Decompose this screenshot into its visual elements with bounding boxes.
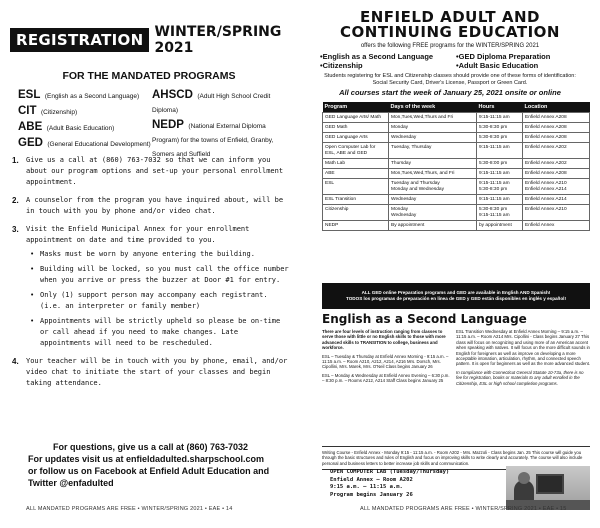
table-cell: Open Computer Lab for ESL, ABE and GED xyxy=(323,143,389,159)
table-body xyxy=(323,113,590,231)
id-requirements: Students registering for ESL and Citizenship classes should provide one of these forms of identification: Social Security Card, Driver's License, Passport or Green Card. xyxy=(324,73,576,86)
step-2: 2. A counselor from the program you have inquired about, will be in touch with you by phone and/or video chat. xyxy=(12,196,284,215)
offer-list xyxy=(320,52,600,70)
col-header: Program xyxy=(323,102,389,113)
bullet-item: • Only (1) support person may accompany each registrant. (i.e. an interpreter or family member) xyxy=(30,290,292,312)
table-cell: Tuesday, Thursday xyxy=(389,143,477,159)
table-row xyxy=(323,221,590,231)
table-cell: Enfield Annex A208 xyxy=(523,169,590,179)
esl-mon-wed: ESL – Monday & Wednesday at Enfield Annex Evening – 6:30 p.m. – 8:30 p.m. – Rooms A212, A214 Staff Class begins January 25 xyxy=(322,372,450,384)
table-cell: Enfield Annex A202 xyxy=(523,143,590,159)
table-cell: Monday xyxy=(389,123,477,133)
table-cell: by appointment xyxy=(477,221,523,231)
table-cell: 9:15-11:15 am xyxy=(477,195,523,205)
table-cell: Enfield Annex A208 xyxy=(523,113,590,123)
esl-intro: There are four levels of instruction ranging from classes to serve those with little or no English skills to those with more advanced skills to TRANSITION to college, business and workforce. xyxy=(322,329,446,351)
bullet-item: • Appointments will be strictly upheld so please be on-time or call ahead if you need to make changes. Late appointments will need to be rescheduled. xyxy=(30,316,292,349)
computer-lab-photo xyxy=(506,466,590,510)
table-cell: Enfield Annex A214 xyxy=(523,195,590,205)
table-cell: Enfield Annex A210 xyxy=(523,205,590,221)
esl-column-right xyxy=(456,329,590,389)
table-cell: GED Language Arts/ Math xyxy=(323,113,389,123)
table-row xyxy=(323,143,590,159)
table-cell: Tuesday and Thursday Monday and Wednesday xyxy=(389,179,477,195)
table-row xyxy=(323,133,590,143)
bullet-item: • Masks must be worn by anyone entering the building. xyxy=(30,249,292,260)
offers-text: offers the following FREE programs for the WINTER/SPRING 2021 xyxy=(360,43,540,49)
col-header: Hours xyxy=(477,102,523,113)
table-cell: ESL Transition xyxy=(323,195,389,205)
program-item: ABE (Adult Basic Education) xyxy=(18,121,115,133)
spanish-banner: ALL GED online Preparation programs and GED are available in English AND Spanish! TODOS los programas de preparación en línea de GED y GED están disponibles en inglés y español! xyxy=(322,283,590,309)
program-item: NEDP (National External Diploma Program) for the towns of Enfield, Granby, Somers and Suffield xyxy=(152,119,274,158)
table-row xyxy=(323,205,590,221)
registration-steps xyxy=(12,155,292,396)
table-cell: GED Math xyxy=(323,123,389,133)
registration-label: REGISTRATION xyxy=(10,28,149,52)
esl-column-left xyxy=(322,329,450,387)
table-cell: 5:30-8:30 pm xyxy=(477,133,523,143)
table-cell: Enfield Annex A210 Enfield Annex A214 xyxy=(523,179,590,195)
table-cell: 9:15-11:15 am xyxy=(477,113,523,123)
table-row xyxy=(323,159,590,169)
offer-item: • Adult Basic Education xyxy=(456,61,586,70)
monitor-icon xyxy=(536,474,564,494)
table-row xyxy=(323,169,590,179)
program-item: ESL (English as a Second Language) xyxy=(18,89,140,101)
open-computer-lab: OPEN COMPUTER LAB (Tuesday/Thursday) Enfield Annex – Room A202 9:15 a.m. – 11:15 a.m. Program begins January 26 xyxy=(330,469,450,498)
col-header: Location xyxy=(523,102,590,113)
contact-updates: For updates visit us at enfieldadulted.sharpschool.com or follow us on Facebook at Enfield Adult Education and Twitter @enfadulted xyxy=(28,454,270,488)
table-cell: 9:15-11:15 am 5:30-8:30 pm xyxy=(477,179,523,195)
schedule-table xyxy=(322,102,590,231)
page-footer-right: ALL MANDATED PROGRAMS ARE FREE • WINTER/SPRING 2021 • EAE • 15 xyxy=(360,506,567,512)
table-cell: ESL xyxy=(323,179,389,195)
table-cell: 5:30-8:30 pm xyxy=(477,123,523,133)
table-cell: ABE xyxy=(323,169,389,179)
table-cell: Citizenship xyxy=(323,205,389,221)
registration-term: WINTER/SPRING 2021 xyxy=(154,24,282,56)
step-3-bullets xyxy=(26,249,292,349)
registration-header xyxy=(10,24,300,56)
table-cell: NEDP xyxy=(323,221,389,231)
table-header-row xyxy=(323,102,590,113)
page-title: ENFIELD ADULT AND CONTINUING EDUCATION xyxy=(340,8,560,41)
program-item: CIT (Citizenship) xyxy=(18,105,78,117)
contact-phone: For questions, give us a call at (860) 763-7032 xyxy=(52,442,249,452)
table-cell: Enfield Annex A208 xyxy=(523,133,590,143)
table-row xyxy=(323,113,590,123)
page-footer-left: ALL MANDATED PROGRAMS ARE FREE • WINTER/SPRING 2021 • EAE • 14 xyxy=(26,506,233,512)
esl-tue-thu: ESL – Tuesday & Thursday at Enfield Annex Morning - 9:15 a.m. – 11:15 a.m. – Room A210, A212, A214, A216 Mrs. Dorsch, Mrs. Cipollini, Mrs. Marek, Mrs. O'Neil Class begins January 26 xyxy=(322,353,449,370)
table-cell: Enfield Annex A202 xyxy=(523,159,590,169)
offer-item: • Citizenship xyxy=(320,61,456,70)
table-cell: Wednesday xyxy=(389,195,477,205)
table-cell: GED Language Arts xyxy=(323,133,389,143)
table-cell: Enfield Annex A208 xyxy=(523,123,590,133)
esl-title: English as a Second Language xyxy=(322,312,527,326)
program-item: AHSCD (Adult High School Credit Diploma) xyxy=(152,89,271,114)
contact-info xyxy=(28,441,273,489)
offer-item: • English as a Second Language xyxy=(320,52,456,61)
bullet-item: • Building will be locked, so you must call the office number when you arrive or press the buzzer at Door #1 for entry. xyxy=(30,264,292,286)
col-header: Days of the week xyxy=(389,102,477,113)
table-row xyxy=(323,195,590,205)
table-cell: 9:15-11:15 am xyxy=(477,143,523,159)
courses-start: All courses start the week of January 25, 2021 onsite or online xyxy=(339,88,561,97)
table-cell: Math Lab xyxy=(323,159,389,169)
table-cell: 9:15-11:15 am xyxy=(477,169,523,179)
table-cell: 5:30-8:30 pm 9:15-11:15 am xyxy=(477,205,523,221)
table-cell: Mon,Tues,Wed,Thurs, and Fri xyxy=(389,169,477,179)
programs-column-2 xyxy=(152,88,292,162)
table-row xyxy=(323,123,590,133)
step-4: 4. Your teacher will be in touch with you by phone, email, and/or video chat to initiate the start of your classes and begin taking attendance. xyxy=(12,357,288,387)
table-cell: Monday Wednesday xyxy=(389,205,477,221)
offer-item: • GED Diploma Preparation xyxy=(456,52,586,61)
step-3: 3. Visit the Enfield Municipal Annex for your enrollment appointment on date and time provided to you. • Masks must be worn by anyone entering the building. • Building will be locked, so you must call the office number when you arrive or press the buzzer at Door #1 for entry. • Only (1) support person may accompany each registrant. (i.e. an interpreter or family member) • Appointments will be strictly upheld so please be on-time or call ahead if you need to make changes. Late appointments will need to be rescheduled. xyxy=(12,224,292,349)
table-cell: By appointment xyxy=(389,221,477,231)
esl-compliance: In compliance with Connecticut General Statute 10-73a, there is no fee for registration, books or materials to any adult enrolled in the Citizenship, ESL or high school completion programs. xyxy=(456,369,584,386)
esl-transition: ESL Transition Wednesday at Enfield Annex Morning – 9:15 a.m. – 11:15 a.m. – Room A214 Mrs. Cipollini - Class begins January 27 This class will focus on recognizing and using more of an American accent when speaking with natives. It will focus on the more difficult sounds in English for foreigners as well as improve on developing a more acceptable intonation, articulation, rhythm, and connected speech pattern. It is open for beginners as well as the more advanced student. xyxy=(456,329,590,367)
step-1: 1. Give us a call at (860) 763-7032 so that we can inform you about our program options and set-up your personal enrollment appointment. xyxy=(12,156,284,186)
table-cell: Enfield Annex xyxy=(523,221,590,231)
right-page xyxy=(300,0,600,528)
mandated-programs-title: FOR THE MANDATED PROGRAMS xyxy=(62,70,236,82)
table-cell: Mon,Tues,Wed,Thurs and Fri xyxy=(389,113,477,123)
writing-course: Writing Course - Enfield Annex - Monday 9:15 - 11:15 a.m. - Room A202 - Mrs. Mazzoli - Class begins Jan. 25 This course will guide you through the basic structures and rules of English and focus on improving skills to write clearly and accurately. The course will also include personal and business letters to better increase job skills and communication. xyxy=(322,446,590,470)
table-cell: Thursday xyxy=(389,159,477,169)
table-cell: Wednesday xyxy=(389,133,477,143)
programs-column-1 xyxy=(18,88,158,152)
table-row xyxy=(323,179,590,195)
table-cell: 5:30-8:00 pm xyxy=(477,159,523,169)
program-item: GED (General Educational Development) xyxy=(18,137,151,149)
